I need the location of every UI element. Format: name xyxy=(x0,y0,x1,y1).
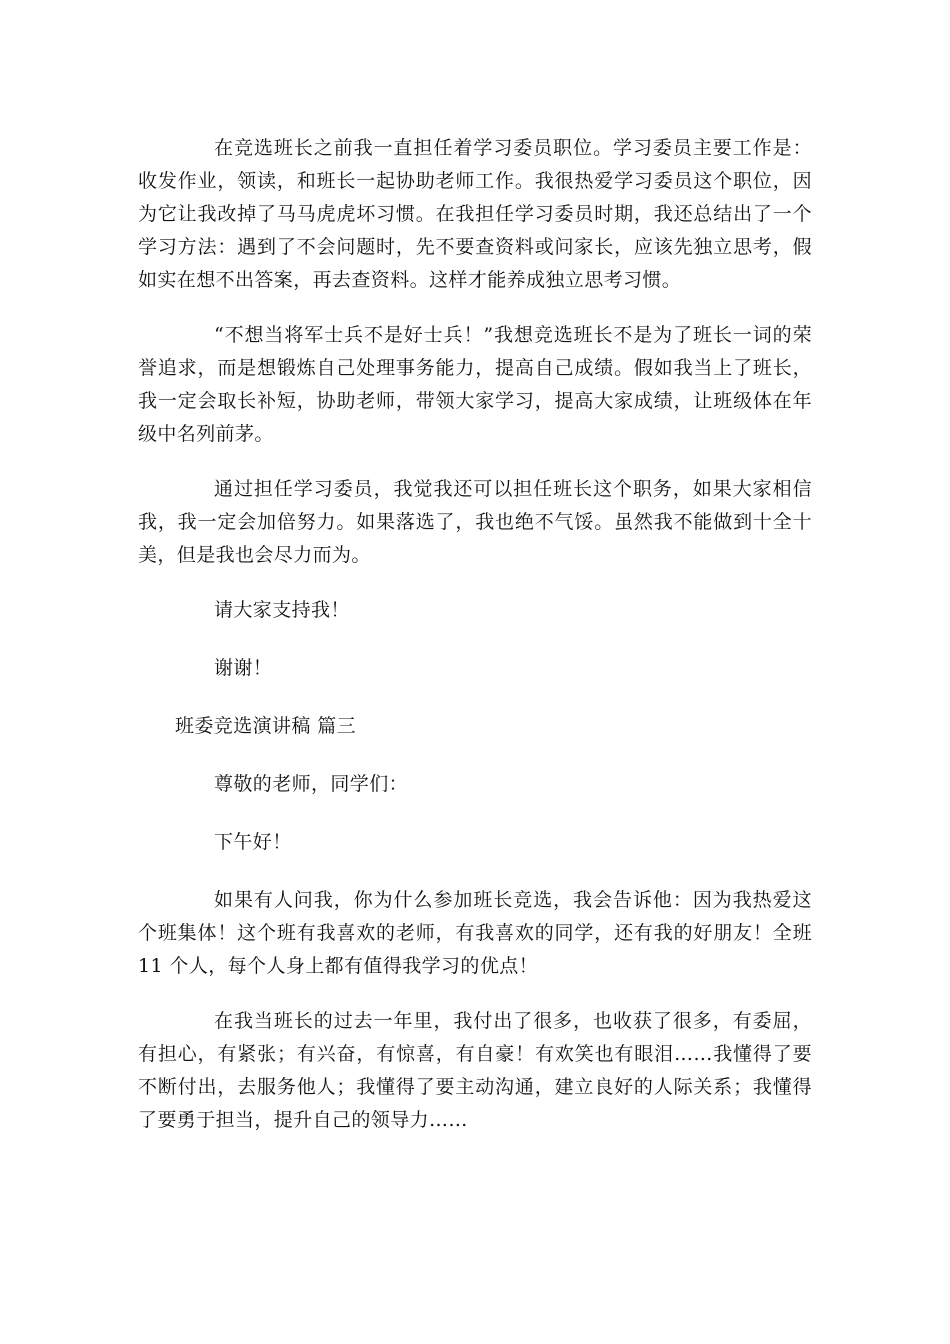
paragraph-thanks: 谢谢！ xyxy=(214,657,273,679)
paragraph-commitment: 通过担任学习委员，我觉我还可以担任班长这个职务，如果大家相信我，我一定会加倍努力。如果落选了，我也绝不气馁。虽然我不能做到十全十美，但是我也会尽力而为。 xyxy=(138,478,812,566)
paragraph-support-request: 请大家支持我！ xyxy=(214,599,350,621)
paragraph-study-committee: 在竞选班长之前我一直担任着学习委员职位。学习委员主要工作是：收发作业，领读，和班长一起协助老师工作。我很热爱学习委员这个职位，因为它让我改掉了马马虎虎坏习惯。在我担任学习委员时期，我还总结出了一个学习方法：遇到了不会问题时，先不要查资料或问家长，应该先独立思考，假如实在想不出答案，再去查资料。这样才能养成独立思考习惯。 xyxy=(138,137,812,291)
document-body xyxy=(138,132,812,1159)
paragraph-experience: 在我当班长的过去一年里，我付出了很多，也收获了很多，有委屈，有担心，有紧张；有兴奋，有惊喜，有自豪！有欢笑也有眼泪……我懂得了要不断付出，去服务他人；我懂得了要主动沟通，建立良好的人际关系；我懂得了要勇于担当，提升自己的领导力…… xyxy=(138,1010,812,1131)
paragraph-greeting: 下午好！ xyxy=(214,831,292,853)
paragraph-reason: 如果有人问我，你为什么参加班长竞选，我会告诉他：因为我热爱这个班集体！这个班有我喜欢的老师，有我喜欢的同学，还有我的好朋友！全班 11 个人，每个人身上都有值得我学习的优点！ xyxy=(138,889,812,977)
section-heading: 班委竞选演讲稿 篇三 xyxy=(175,715,357,737)
paragraph-salutation: 尊敬的老师，同学们： xyxy=(214,773,409,795)
paragraph-soldier-quote: “不想当将军士兵不是好士兵！”我想竞选班长不是为了班长一词的荣誉追求，而是想锻炼自己处理事务能力，提高自己成绩。假如我当上了班长，我一定会取长补短，协助老师，带领大家学习，提高大家成绩，让班级体在年级中名列前茅。 xyxy=(138,324,812,445)
